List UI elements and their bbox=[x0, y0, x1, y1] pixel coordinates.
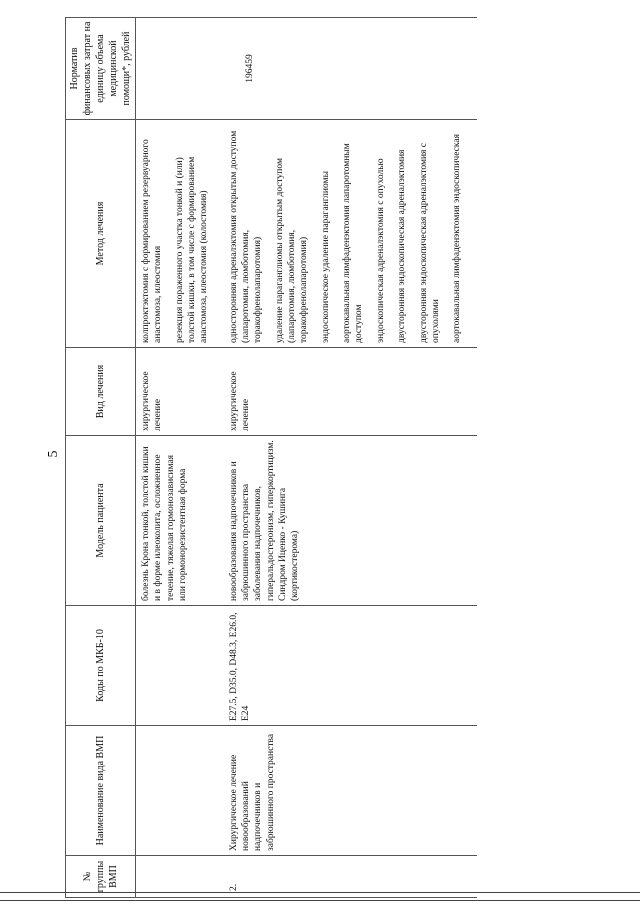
row-treatment-kind: хирургическое лечение bbox=[136, 348, 224, 436]
method-item: колпроктэктомия с формированием резервуарного анастомоза, илеостомия bbox=[141, 139, 164, 343]
vmp-table bbox=[65, 17, 477, 898]
page-number: 5 bbox=[46, 450, 61, 458]
row-icd-codes: E27.5, D35.0, D48.3, E26.0, E24 bbox=[224, 606, 477, 726]
method-item: двусторонняя эндоскопическая адреналэктомия bbox=[397, 149, 408, 343]
row-cost-norm: 196459 bbox=[224, 18, 477, 120]
method-item: удаление параганглиомы открытым доступом (лапаротомия, люмботомия, торакофренолапаротомия) bbox=[274, 158, 310, 343]
rotated-page-content bbox=[65, 18, 625, 898]
method-item: аортокавальная лимфаденэктомия лапаротомным доступом bbox=[342, 143, 365, 343]
header-patient-model: Модель пациента bbox=[66, 436, 136, 606]
header-vmp-name: Наименование вида ВМП bbox=[66, 726, 136, 856]
method-item: односторонняя адреналэктомия открытым доступом (лапаротомия, люмботомия, торакофренолапаротомия) bbox=[228, 130, 264, 343]
header-cost-norm: Норматив финансовых затрат на единицу объема медицинской помощи*, рублей bbox=[66, 18, 136, 120]
row-group-number: 2. bbox=[224, 856, 477, 898]
footer-rule bbox=[0, 892, 640, 893]
method-item: аортокавальная лимфаденэктомия эндоскопическая bbox=[452, 134, 463, 343]
row-patient-model: новообразования надпочечников и забрюшинного пространства заболевания надпочечников, гиперальдостеронизм, гиперкортицизм. Синдром Иценко - Кушинга (кортикостерома) bbox=[224, 436, 477, 606]
method-item: эндоскопическое удаление параганглиомы bbox=[320, 171, 331, 343]
method-item: двусторонняя эндоскопическая адреналэктомия с опухолями bbox=[418, 142, 441, 343]
row-treatment-methods bbox=[136, 120, 224, 348]
table-row bbox=[224, 18, 477, 898]
row-treatment-methods bbox=[224, 120, 477, 348]
method-item: эндоскопическая адреналэктомия с опухолью bbox=[375, 158, 386, 343]
row-cost-norm bbox=[136, 18, 224, 120]
header-treatment-kind: Вид лечения bbox=[66, 348, 136, 436]
header-group-number: № группы ВМП bbox=[66, 856, 136, 898]
row-icd-codes bbox=[136, 606, 224, 726]
row-vmp-name: Хирургическое лечение новообразований надпочечников и забрюшинного пространства bbox=[224, 726, 477, 856]
header-icd-codes: Коды по МКБ-10 bbox=[66, 606, 136, 726]
header-treatment-method: Метод лечения bbox=[66, 120, 136, 348]
table-header-row bbox=[66, 18, 136, 898]
row-patient-model: болезнь Крона тонкой, толстой кишки и в форме илеоколита, осложненное течение, тяжелая гормонозависимая или гормонорезистентная форма bbox=[136, 436, 224, 606]
row-treatment-kind: хирургическое лечение bbox=[224, 348, 477, 436]
method-item: резекция пораженного участка тонкой и (или) толстой кишки, в том числе с формированием анастомоза, илеостомия (колостомия) bbox=[174, 156, 210, 343]
footer-rule-secondary bbox=[0, 900, 640, 901]
table-row bbox=[136, 18, 224, 898]
row-vmp-name bbox=[136, 726, 224, 856]
